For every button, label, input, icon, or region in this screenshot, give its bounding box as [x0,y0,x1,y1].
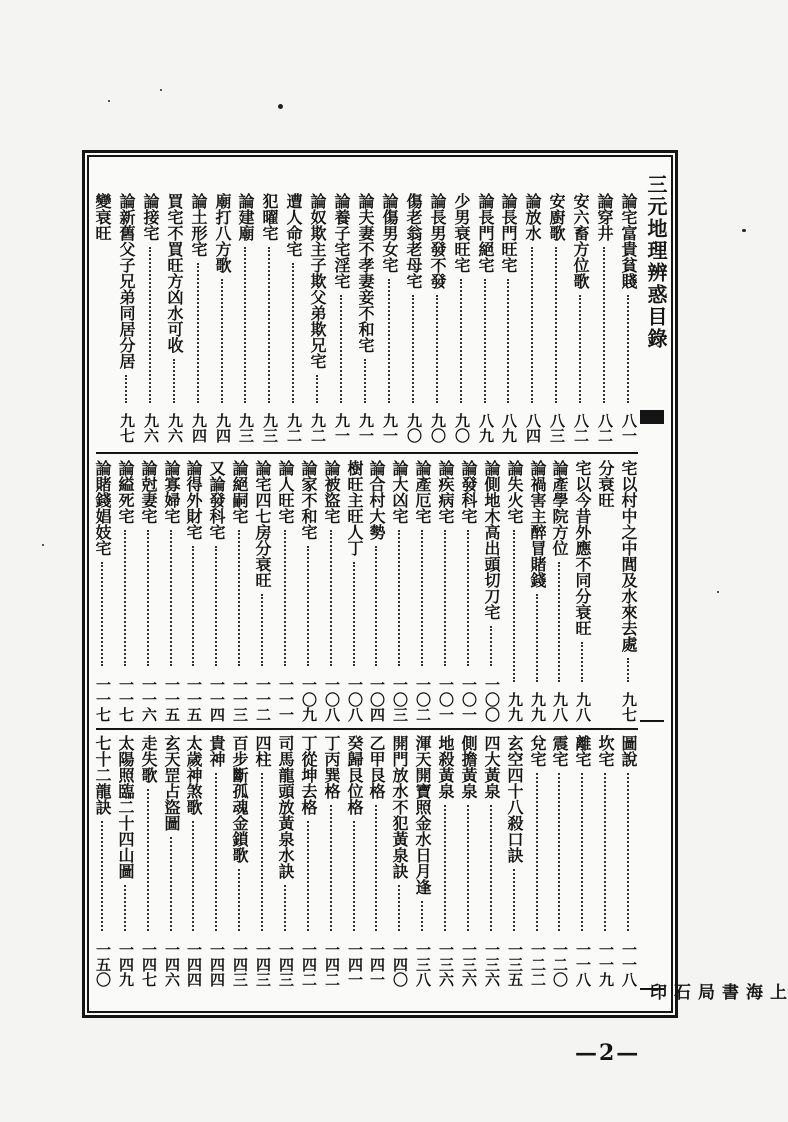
leader-dots [170,530,172,666]
leader-dots [307,546,309,666]
toc-entry [618,735,640,987]
toc-entry-title: 論長門旺宅 [499,193,518,273]
toc-entry-page: 九二 [309,413,327,443]
leader-dots [507,279,509,403]
toc-entry-page: 一一五 [163,677,181,722]
paper-speck [742,229,746,232]
toc-entry-title: 分衰旺 [596,460,615,508]
leader-dots [330,530,332,666]
toc-entry [412,460,434,722]
toc-entry-title: 論新舊父子兄弟同居分居 [117,193,136,369]
toc-entry-title: 癸歸艮位格 [345,735,364,815]
toc-entry-page: 一四六 [163,942,181,987]
toc-entry-title: 少男衰旺宅 [452,193,471,273]
toc-entry-page: 一四二 [323,942,341,987]
leader-dots [388,279,390,403]
toc-entry-title: 開門放水不犯黃泉訣 [390,735,409,879]
leader-dots [375,805,377,931]
leader-dots [627,658,629,682]
toc-entry-page: 一一五 [185,677,203,722]
toc-entry [92,460,114,722]
toc-entry [549,460,571,722]
toc-entry-title: 論絕嗣宅 [230,460,249,524]
toc-entry-page: 一〇一 [460,677,478,722]
band-divider [96,452,638,454]
leader-dots [221,279,223,403]
toc-entry-title: 論得外財宅 [184,460,203,540]
toc-entry-page: 一〇八 [323,677,341,722]
toc-entry [206,735,228,987]
toc-entry-title: 震宅 [550,735,569,767]
leader-dots [147,530,149,666]
toc-entry-title: 論產學院方位 [550,460,569,556]
paper-speck [108,100,110,102]
leader-dots [101,821,103,931]
toc-entry-page: 一〇四 [368,677,386,722]
toc-entry-page: 一四七 [140,942,158,987]
paper-speck [42,544,44,546]
toc-entry-title: 論賭錢娼妓宅 [93,460,112,556]
leader-dots [244,247,246,403]
toc-entry-page: 一一四 [208,677,226,722]
toc-entry-title: 司馬龍頭放黃泉水訣 [276,735,295,879]
leader-dots [513,530,515,682]
book-title: 三元地理辨惑目錄 [644,174,668,350]
leader-dots [444,805,446,931]
toc-entry-title: 論疾病宅 [436,460,455,524]
leader-dots [490,805,492,931]
leader-dots [238,869,240,931]
toc-entry-page: 八二 [596,413,614,443]
toc-entry-page: 一〇九 [300,677,318,722]
leader-dots [604,773,606,931]
toc-entry-title: 犯曜宅 [260,193,279,241]
toc-entry-title: 宅以村中之中閭及水來去處 [619,460,638,652]
leader-dots [444,530,446,666]
toc-entry-title: 安廚歌 [547,193,566,241]
toc-entry-page: 一四一 [346,942,364,987]
toc-entry [161,735,183,987]
toc-entry [283,193,305,443]
leader-dots [192,821,194,931]
toc-entry-page: 九一 [381,413,399,443]
toc-entry [212,193,234,443]
toc-entry-title: 丁從坤去格 [299,735,318,815]
leader-dots [375,546,377,666]
toc-entry [522,193,544,443]
toc-entry [366,735,388,987]
toc-entry-page: 一四四 [185,942,203,987]
toc-entry-page: 九九 [529,692,547,722]
toc-entry-page: 一〇三 [391,677,409,722]
toc-entry-title: 論宅四七房分衰旺 [253,460,272,588]
header-rule [640,720,664,722]
leader-dots [149,247,151,403]
toc-entry-title: 樹旺主旺人丁 [345,460,364,556]
toc-entry-page: 一四三 [254,942,272,987]
toc-entry-title: 遭人命宅 [284,193,303,257]
toc-entry [252,460,274,722]
toc-entry [275,460,297,722]
toc-entry-page: 一四一 [368,942,386,987]
paper-speck [278,104,283,109]
toc-entry-page: 九六 [142,413,160,443]
toc-entry [527,735,549,987]
toc-entry-page: 一二〇 [551,942,569,987]
toc-entry [355,193,377,443]
header-black-block [640,410,664,424]
toc-entry [527,460,549,722]
toc-entry-title: 四柱 [253,735,272,767]
toc-entry [275,735,297,987]
toc-entry-title: 廟打八方歌 [213,193,232,273]
leader-dots [147,789,149,931]
toc-entry [595,460,617,722]
leader-dots [460,279,462,403]
toc-entry-title: 論側地木高出頭切刀宅 [482,460,501,620]
toc-entry-page: 八九 [500,413,518,443]
toc-entry-page: 一三六 [483,942,501,987]
toc-entry-title: 論養子宅淫宅 [332,193,351,289]
toc-entry-page: 九一 [333,413,351,443]
leader-dots [536,594,538,682]
leader-dots [215,773,217,931]
toc-entry [572,735,594,987]
toc-entry-title: 論大凶宅 [390,460,409,524]
toc-entry [116,193,138,443]
toc-entry-page: 九七 [118,413,136,443]
toc-entry [321,735,343,987]
leader-dots [531,247,533,403]
paper-speck [160,89,162,91]
toc-entry [164,193,186,443]
toc-entry-title: 論寡婦宅 [162,460,181,524]
toc-entry [389,735,411,987]
toc-entry [618,460,640,722]
toc-entry-title: 兌宅 [528,735,547,767]
leader-dots [125,375,127,403]
leader-dots [364,359,366,403]
toc-entry [618,193,640,443]
toc-entry-page: 一一九 [597,942,615,987]
leader-dots [101,562,103,666]
toc-entry [252,735,274,987]
toc-entry [504,460,526,722]
leader-dots [536,773,538,931]
toc-entry-title: 論縊死宅 [116,460,135,524]
leader-dots [197,263,199,403]
leader-dots [307,821,309,931]
toc-entry-page: 九六 [166,413,184,443]
toc-entry-title: 安六畜方位歌 [571,193,590,289]
toc-entry [115,460,137,722]
toc-entry-page: 九四 [214,413,232,443]
leader-dots [581,642,583,682]
leader-dots [421,901,423,931]
toc-entry-title: 太陽照臨二十四山圖 [116,735,135,879]
leader-dots [627,773,629,931]
toc-entry-page: 九一 [357,413,375,443]
toc-entry-page: 八四 [524,413,542,443]
toc-entry-title: 坎宅 [596,735,615,767]
toc-entry [259,193,281,443]
toc-entry-title: 離宅 [573,735,592,767]
toc-entry-title: 玄空四十八殺口訣 [505,735,524,863]
toc-entry-page: 八一 [620,413,638,443]
toc-entry-page: 九〇 [405,413,423,443]
toc-entry [475,193,497,443]
toc-entry-page: 一四三 [277,942,295,987]
toc-entry-page: 九八 [551,692,569,722]
toc-entry-title: 玄天罡占盜圖 [162,735,181,831]
toc-entry-page: 一四二 [300,942,318,987]
toc-entry-title: 又論發科宅 [207,460,226,540]
leader-dots [353,562,355,666]
leader-dots [467,805,469,931]
leader-dots [398,885,400,931]
toc-entry [138,735,160,987]
leader-dots [215,546,217,666]
toc-entry-title: 貴神 [207,735,226,767]
toc-entry [504,735,526,987]
toc-entry-title: 論建廟 [236,193,255,241]
toc-entry-page: 一一三 [231,677,249,722]
toc-entry-page: 一〇八 [346,677,364,722]
leader-dots [192,546,194,666]
toc-entry-page: 九二 [285,413,303,443]
leader-dots [284,885,286,931]
toc-entry [549,735,571,987]
toc-entry-title: 四大黃泉 [482,735,501,799]
toc-entry-page: 一四三 [231,942,249,987]
toc-entry-page: 一三六 [460,942,478,987]
toc-entry-title: 論家不和宅 [299,460,318,540]
leader-dots [316,375,318,403]
leader-dots [467,530,469,666]
publisher-imprint: 上海書局石印 [646,983,786,1001]
toc-entry-page: 一〇〇 [483,677,501,722]
leader-dots [268,247,270,403]
toc-entry [412,735,434,987]
toc-entry-title: 論產厄宅 [413,460,432,524]
toc-entry [188,193,210,443]
toc-entry [546,193,568,443]
leader-dots [603,247,605,403]
toc-entry-title: 論夫妻不孝妻妾不和宅 [356,193,375,353]
leader-dots [436,295,438,403]
toc-entry-title: 論長門絕宅 [476,193,495,273]
leader-dots [412,295,414,403]
toc-entry-page: 一一一 [277,677,295,722]
toc-entry [183,735,205,987]
leader-dots [124,530,126,666]
leader-dots [292,263,294,403]
toc-entry [594,193,616,443]
toc-entry-page: 一二二 [529,942,547,987]
leader-dots [284,530,286,666]
toc-entry-page: 一四〇 [391,942,409,987]
toc-entry-page: 九〇 [429,413,447,443]
toc-entry-page: 一一八 [620,942,638,987]
leader-dots [330,805,332,931]
toc-entry [481,460,503,722]
toc-entry-title: 論合村大勢 [367,460,386,540]
toc-entry-title: 論土形宅 [189,193,208,257]
toc-entry [115,735,137,987]
toc-entry-title: 走失歌 [139,735,158,783]
toc-entry-page: 一一二 [254,677,272,722]
toc-entry [595,735,617,987]
toc-entry [481,735,503,987]
toc-entry-title: 論放水 [523,193,542,241]
toc-entry-page: 一五〇 [94,942,112,987]
toc-entry [366,460,388,722]
toc-entry [92,193,114,443]
leader-dots [170,837,172,931]
leader-dots [513,869,515,931]
toc-entry [344,460,366,722]
toc-entry-title: 論禍害主醉冒賭錢 [528,460,547,588]
toc-entry-page: 九四 [190,413,208,443]
toc-entry-page: 九八 [574,692,592,722]
toc-entry [321,460,343,722]
toc-entry-title: 側擔黃泉 [459,735,478,799]
toc-entry-title: 變衰旺 [93,193,112,241]
toc-entry-page: 一三五 [506,942,524,987]
toc-entry [331,193,353,443]
leader-dots [261,594,263,666]
toc-entry-title: 論被盜宅 [322,460,341,524]
band-divider [96,728,638,730]
toc-entry [389,460,411,722]
toc-entry [458,460,480,722]
toc-entry [229,460,251,722]
toc-entry-page: 一一七 [94,677,112,722]
toc-entry [307,193,329,443]
toc-entry-page: 八三 [548,413,566,443]
toc-entry-title: 地殺黃泉 [436,735,455,799]
toc-entry-title: 宅以今昔外應不同分衰旺 [573,460,592,636]
toc-entry-page: 九七 [620,692,638,722]
leader-dots [581,773,583,931]
toc-entry [435,460,457,722]
toc-entry-title: 七十二龍訣 [93,735,112,815]
leader-dots [238,530,240,666]
toc-entry-page: 九三 [261,413,279,443]
toc-entry [458,735,480,987]
toc-entry [235,193,257,443]
toc-entry [572,460,594,722]
toc-entry-title: 論穿井 [595,193,614,241]
toc-entry-page: 一〇一 [437,677,455,722]
leader-dots [627,295,629,403]
toc-entry [344,735,366,987]
leader-dots [555,247,557,403]
toc-entry [138,460,160,722]
toc-entry [435,735,457,987]
toc-entry-title: 渾天開寶照金水日月逢 [413,735,432,895]
toc-entry [229,735,251,987]
toc-entry-page: 一〇二 [414,677,432,722]
toc-entry [140,193,162,443]
leader-dots [558,773,560,931]
leader-dots [558,562,560,682]
toc-entry-page: 一一六 [140,677,158,722]
leader-dots [340,295,342,403]
leader-dots [124,885,126,931]
toc-entry-page: 一四九 [117,942,135,987]
toc-entry [298,460,320,722]
leader-dots [421,530,423,666]
paper-speck [717,591,719,593]
leader-dots [353,821,355,931]
toc-entry [183,460,205,722]
toc-entry-page: 九九 [506,692,524,722]
toc-entry-page: 一一八 [574,942,592,987]
toc-entry-title: 論長男發不發 [428,193,447,289]
toc-entry [427,193,449,443]
toc-entry-title: 論傷男女宅 [380,193,399,273]
toc-entry [403,193,425,443]
toc-band-top [92,193,640,443]
toc-entry [92,735,114,987]
leader-dots [261,773,263,931]
toc-entry [379,193,401,443]
toc-entry-title: 論奴欺主子欺父弟欺兄宅 [308,193,327,369]
toc-band-bottom [92,735,640,987]
page-header [640,158,786,1008]
toc-entry-title: 百步斷孤魂金鎖歌 [230,735,249,863]
toc-entry-title: 乙甲艮格 [367,735,386,799]
toc-entry-page: 一一七 [117,677,135,722]
toc-entry-page: 八二 [572,413,590,443]
toc-entry-page: 一四四 [208,942,226,987]
toc-entry-title: 論失火宅 [505,460,524,524]
leader-dots [579,295,581,403]
page-folio: —2— [575,1040,641,1066]
toc-band-middle [92,460,640,722]
toc-entry [498,193,520,443]
toc-entry-page: 九〇 [453,413,471,443]
leader-dots [484,279,486,403]
toc-entry-title: 論人旺宅 [276,460,295,524]
toc-entry [451,193,473,443]
toc-entry-page: 九三 [237,413,255,443]
toc-entry-title: 太歲神煞歌 [184,735,203,815]
leader-dots [398,530,400,666]
leader-dots [490,626,492,666]
toc-entry-page: 一三八 [414,942,432,987]
toc-entry-title: 買宅不買旺方凶水可收 [165,193,184,353]
toc-entry-title: 丁丙巽格 [322,735,341,799]
toc-entry-title: 圖說 [619,735,638,767]
toc-entry-title: 論尅妻宅 [139,460,158,524]
toc-entry [570,193,592,443]
leader-dots [173,359,175,403]
toc-entry [206,460,228,722]
toc-entry-title: 論宅富貴貧賤 [619,193,638,289]
toc-entry [298,735,320,987]
toc-entry-title: 傷老翁老母宅 [404,193,423,289]
toc-entry [161,460,183,722]
toc-entry-title: 論發科宅 [459,460,478,524]
toc-entry-page: 八九 [477,413,495,443]
toc-entry-page: 一三六 [437,942,455,987]
toc-entry-title: 論接宅 [141,193,160,241]
